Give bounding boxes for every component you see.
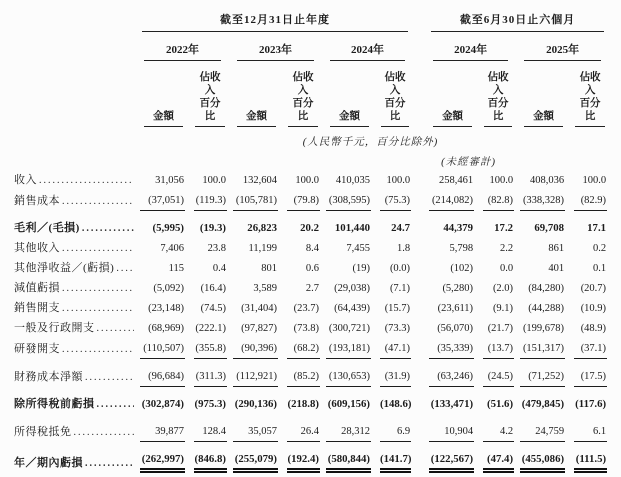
cell-value: (479,845) — [521, 398, 565, 410]
row-rd-expenses — [14, 338, 607, 359]
cell-value: (68,969) — [148, 323, 184, 334]
column-gap — [411, 32, 423, 61]
dot-leader — [80, 222, 134, 235]
cell-value: (23,148) — [148, 303, 184, 314]
cell-value: (64,439) — [334, 303, 370, 314]
cell-value: 2.7 — [305, 283, 319, 294]
amount-header: 金額 — [514, 61, 565, 127]
cell-value: (13.7) — [483, 338, 514, 359]
cell-value: (105,781) — [233, 190, 278, 211]
row-label: 其他淨收益／(虧損) — [14, 262, 115, 274]
column-gap — [411, 298, 423, 318]
dot-leader — [37, 174, 134, 187]
cell-value: (609,156) — [327, 398, 370, 410]
cell-value: (85.2) — [287, 366, 320, 387]
dot-leader — [83, 371, 134, 384]
cell-value: (102) — [450, 263, 474, 274]
cell-value: (302,874) — [141, 398, 184, 410]
row-impairment-losses — [14, 278, 607, 298]
row-label: 銷售開支 — [14, 302, 60, 314]
cell-value: (44,288) — [528, 303, 565, 314]
cell-value: 44,379 — [443, 222, 474, 234]
cell-value: 11,199 — [248, 243, 277, 254]
row-other-net-gains-losses — [14, 258, 607, 278]
cell-value: (79.8) — [287, 190, 320, 211]
cell-value: (19) — [352, 263, 370, 274]
cell-value: 3,589 — [253, 283, 277, 294]
pct-header: 佔收入 百分比 — [565, 61, 607, 127]
cell-value: (455,086) — [520, 449, 565, 473]
cell-value: (846.8) — [194, 449, 227, 473]
cell-value: 28,312 — [326, 421, 371, 442]
cell-value: (300,721) — [328, 323, 370, 334]
cell-value: 23.8 — [207, 243, 226, 254]
row-loss-for-the-year-period — [14, 442, 607, 473]
cell-value: 408,036 — [529, 175, 565, 186]
cell-value: (130,653) — [326, 366, 371, 387]
cell-value: (122,567) — [429, 449, 474, 473]
cell-value: 10,904 — [429, 421, 474, 442]
column-gap — [411, 338, 423, 359]
column-gap — [411, 170, 423, 190]
cell-value: 0.6 — [305, 263, 319, 274]
cell-value: (23,611) — [437, 303, 474, 314]
pct-header: 佔收入 百分比 — [474, 61, 514, 127]
period-groups-row — [14, 10, 607, 32]
cell-value: (29,038) — [334, 283, 370, 294]
cell-value: (193,181) — [326, 338, 371, 359]
cell-value: 100.0 — [295, 175, 319, 186]
cell-value: (96,684) — [140, 366, 185, 387]
row-label: 一般及行政開支 — [14, 322, 95, 334]
cell-value: (15.7) — [384, 303, 411, 314]
dot-leader — [95, 322, 135, 335]
column-gap — [411, 190, 423, 211]
row-selling-expenses — [14, 298, 607, 318]
dot-leader — [60, 195, 134, 208]
cell-value: 401 — [548, 263, 565, 274]
row-label: 除所得稅前虧損 — [14, 398, 95, 410]
row-label: 銷售成本 — [14, 195, 60, 207]
cell-value: 115 — [168, 263, 184, 274]
cell-value: (47.4) — [483, 449, 514, 473]
cell-value: (63,246) — [429, 366, 474, 387]
cell-value: (97,827) — [241, 323, 277, 334]
cell-value: 24.7 — [391, 222, 411, 234]
cell-value: 5,798 — [449, 243, 474, 254]
row-gross-profit — [14, 211, 607, 238]
row-revenue — [14, 170, 607, 190]
cell-value: (82.8) — [483, 190, 514, 211]
cell-value: 861 — [548, 243, 565, 254]
cell-value: (23.7) — [293, 303, 319, 314]
cell-value: (141.7) — [380, 449, 411, 473]
period-group-annual-title: 截至12月31日止年度 — [142, 10, 408, 32]
cell-value: (338,328) — [520, 190, 565, 211]
amount-header: 金額 — [134, 61, 185, 127]
unaudited-note: (未經審計) — [441, 157, 497, 168]
column-gap — [411, 258, 423, 278]
dot-leader — [60, 282, 134, 295]
cell-value: (37,051) — [140, 190, 185, 211]
dot-leader — [60, 302, 134, 315]
pct-header: 佔收入 百分比 — [278, 61, 320, 127]
cell-value: (975.3) — [194, 398, 226, 410]
row-label: 收入 — [14, 174, 37, 186]
cell-value: (68.2) — [287, 338, 320, 359]
cell-value: (56,070) — [437, 323, 474, 334]
row-cost-of-sales — [14, 190, 607, 211]
cell-value: (82.9) — [574, 190, 607, 211]
column-gap — [411, 238, 423, 258]
cell-value: 17.1 — [587, 222, 607, 234]
cell-value: (90,396) — [233, 338, 278, 359]
cell-value: 31,056 — [155, 175, 184, 186]
cell-value: 410,035 — [335, 175, 370, 186]
cell-value: (21.7) — [487, 323, 514, 334]
cell-value: 6.1 — [574, 421, 607, 442]
year-header-2024: 2024年 — [320, 32, 411, 61]
cell-value: 0.2 — [592, 243, 607, 254]
cell-value: (17.5) — [574, 366, 607, 387]
amount-header: 金額 — [423, 61, 474, 127]
currency-note: (人民幣千元，百分比除外) — [302, 137, 439, 148]
cell-value: (117.6) — [575, 398, 607, 410]
cell-value: 0.1 — [592, 263, 607, 274]
cell-value: 7,406 — [160, 243, 184, 254]
cell-value: 100.0 — [582, 175, 607, 186]
currency-note-row — [14, 127, 607, 150]
cell-value: (111.5) — [574, 449, 607, 473]
cell-value: (37.1) — [574, 338, 607, 359]
period-group-annual — [134, 10, 411, 32]
cell-value: (73.3) — [384, 323, 411, 334]
cell-value: 8.4 — [305, 243, 319, 254]
cell-value: (262,997) — [140, 449, 185, 473]
cell-value: (2.0) — [492, 283, 514, 294]
column-gap — [411, 10, 423, 32]
row-label: 研發開支 — [14, 343, 60, 355]
cell-value: (290,136) — [234, 398, 277, 410]
cell-value: 128.4 — [194, 421, 227, 442]
cell-value: 801 — [261, 263, 277, 274]
period-group-interim — [423, 10, 607, 32]
years-row — [14, 32, 607, 61]
cell-value: (308,595) — [326, 190, 371, 211]
row-label: 年／期內虧損 — [14, 457, 83, 469]
dot-leader — [114, 262, 134, 275]
cell-value: (10.9) — [580, 303, 607, 314]
cell-value: 69,708 — [534, 222, 565, 234]
cell-value: (73.8) — [293, 323, 319, 334]
cell-value: 26,823 — [247, 222, 277, 234]
cell-value: (20.7) — [580, 283, 607, 294]
cell-value: (110,507) — [140, 338, 185, 359]
pct-header: 佔收入 百分比 — [185, 61, 227, 127]
cell-value: 20.2 — [300, 222, 319, 234]
cell-value: (192.4) — [287, 449, 320, 473]
amount-header: 金額 — [227, 61, 278, 127]
cell-value: 17.2 — [494, 222, 514, 234]
cell-value: (255,079) — [233, 449, 278, 473]
cell-value: (218.8) — [287, 398, 319, 410]
cell-value: (222.1) — [195, 323, 226, 334]
cell-value: (148.6) — [380, 398, 412, 410]
column-gap — [411, 318, 423, 338]
cell-value: (112,921) — [233, 366, 278, 387]
cell-value: (199,678) — [522, 323, 565, 334]
column-gap — [411, 278, 423, 298]
cell-value: (133,471) — [430, 398, 474, 410]
year-header-2024-interim: 2024年 — [423, 32, 514, 61]
row-income-tax-credit — [14, 414, 607, 442]
cell-value: (24.5) — [483, 366, 514, 387]
cell-value: (74.5) — [200, 303, 226, 314]
cell-value: (355.8) — [194, 338, 227, 359]
pct-header: 佔收入 百分比 — [371, 61, 411, 127]
cell-value: 24,759 — [520, 421, 565, 442]
unaudited-note-row — [14, 150, 607, 170]
cell-value: 6.9 — [380, 421, 411, 442]
year-header-2023: 2023年 — [227, 32, 320, 61]
cell-value: 2.2 — [499, 243, 514, 254]
dot-leader — [60, 343, 134, 356]
column-headers-row — [14, 61, 607, 127]
row-net-finance-costs — [14, 359, 607, 387]
cell-value: 100.0 — [489, 175, 514, 186]
dot-leader — [60, 242, 134, 255]
cell-value: 4.2 — [483, 421, 514, 442]
row-label: 毛利／(毛損) — [14, 222, 80, 234]
cell-value: (19.3) — [199, 222, 226, 234]
row-loss-before-income-tax — [14, 387, 607, 414]
cell-value: 100.0 — [202, 175, 226, 186]
row-general-admin-expenses — [14, 318, 607, 338]
cell-value: (5,092) — [153, 283, 184, 294]
row-label: 減值虧損 — [14, 282, 60, 294]
amount-header: 金額 — [320, 61, 371, 127]
cell-value: (151,317) — [520, 338, 565, 359]
cell-value: (75.3) — [380, 190, 411, 211]
cell-value: (51.6) — [486, 398, 514, 410]
cell-value: 26.4 — [287, 421, 320, 442]
dot-leader — [95, 398, 135, 411]
corner-cell — [14, 10, 134, 32]
cell-value: 132,604 — [242, 175, 277, 186]
column-gap — [411, 414, 423, 442]
year-header-2025-interim: 2025年 — [514, 32, 607, 61]
cell-value: (0.0) — [389, 263, 411, 274]
cell-value: (16.4) — [200, 283, 226, 294]
cell-value: 101,440 — [334, 222, 370, 234]
cell-value: (31,404) — [241, 303, 277, 314]
column-gap — [411, 442, 423, 473]
cell-value: (119.3) — [194, 190, 227, 211]
cell-value: (580,844) — [326, 449, 371, 473]
column-gap — [411, 61, 423, 127]
cell-value: 39,877 — [140, 421, 185, 442]
year-header-2022: 2022年 — [134, 32, 227, 61]
row-label: 財務成本淨額 — [14, 371, 83, 383]
row-label: 其他收入 — [14, 242, 60, 254]
cell-value: (311.3) — [194, 366, 227, 387]
column-gap — [411, 211, 423, 238]
cell-value: (71,252) — [520, 366, 565, 387]
cell-value: (84,280) — [528, 283, 565, 294]
row-other-income — [14, 238, 607, 258]
period-group-interim-title: 截至6月30日止六個月 — [431, 10, 604, 32]
cell-value: (5,995) — [152, 222, 184, 234]
cell-value: 35,057 — [233, 421, 278, 442]
cell-value: (5,280) — [442, 283, 474, 294]
row-label: 所得稅抵免 — [14, 426, 72, 438]
cell-value: 100.0 — [386, 175, 411, 186]
cell-value: (47.1) — [380, 338, 411, 359]
cell-value: 0.0 — [499, 263, 514, 274]
cell-value: (31.9) — [380, 366, 411, 387]
column-gap — [411, 359, 423, 387]
dot-leader — [72, 426, 135, 439]
cell-value: 258,461 — [438, 175, 474, 186]
cell-value: 7,455 — [346, 243, 370, 254]
cell-value: (48.9) — [580, 323, 607, 334]
cell-value: 0.4 — [212, 263, 226, 274]
cell-value: (7.1) — [389, 283, 411, 294]
cell-value: (9.1) — [492, 303, 514, 314]
cell-value: (214,082) — [429, 190, 474, 211]
column-gap — [411, 387, 423, 414]
cell-value: (35,339) — [429, 338, 474, 359]
dot-leader — [83, 457, 134, 470]
cell-value: 1.8 — [396, 243, 411, 254]
